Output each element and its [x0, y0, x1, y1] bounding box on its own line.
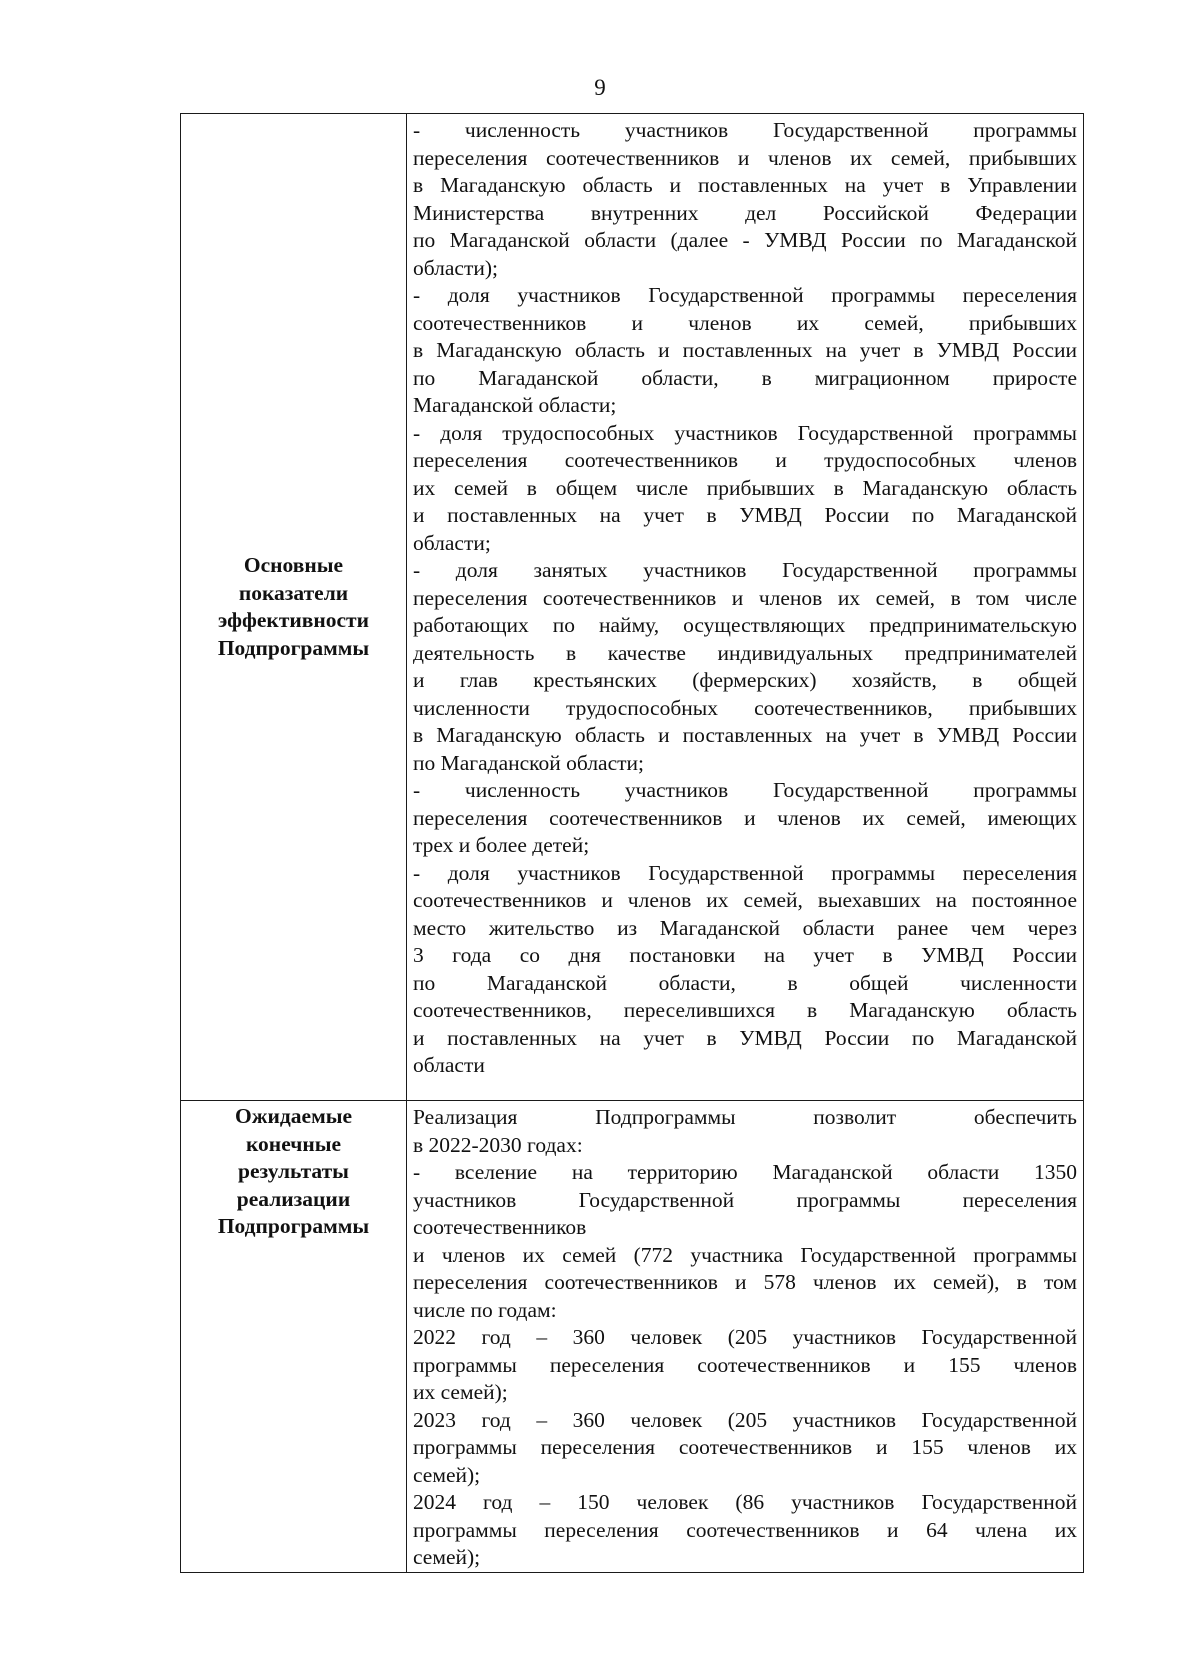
label-line: конечные [245, 1131, 342, 1156]
text-line: области; [413, 530, 491, 555]
text-line: трех и более детей; [413, 833, 590, 857]
label-line: Основные [243, 553, 344, 577]
text-line: 2023 год – 360 человек (205 участников Государственной [413, 1407, 1077, 1432]
text-line: и глав крестьянских (фермерских) хозяйств, в общей [413, 668, 1077, 692]
text-line: программы переселения соотечественников и 155 членов их [413, 1435, 1077, 1459]
text-line: соотечественников и членов их семей, прибывших [413, 310, 1077, 335]
text-line: - численность участников Государственной программы [413, 118, 1077, 142]
text-line: в Магаданскую область и поставленных на учет в УМВД России [413, 338, 1077, 362]
text-line: области [413, 1053, 485, 1077]
text-line: участников Государственной программы переселения [413, 1187, 1077, 1212]
text-line: 2024 год – 150 человек (86 участников Государственной [413, 1490, 1077, 1514]
label-line: Подпрограммы [217, 635, 370, 660]
text-line: и поставленных на учет в УМВД России по Магаданской [413, 503, 1077, 527]
label-line: Подпрограммы [217, 1214, 370, 1238]
passport-table [180, 113, 1084, 1573]
text-line: работающих по найму, осуществляющих предпринимательскую [413, 613, 1077, 637]
text-line: семей); [413, 1545, 481, 1569]
row-label-indicators [181, 114, 407, 1101]
text-line: соотечественников [413, 1215, 587, 1239]
text-line: в Магаданскую область и поставленных на учет в УМВД России [413, 723, 1077, 747]
text-line: переселения соотечественников и членов их семей, имеющих [413, 805, 1077, 830]
text-line: по Магаданской области, в общей численности [413, 970, 1077, 995]
text-line: их семей); [413, 1380, 508, 1404]
text-line: Реализация Подпрограммы позволит обеспечить [413, 1105, 1077, 1129]
text-line: - доля трудоспособных участников Государственной программы [413, 420, 1077, 445]
row-label-expected-results [181, 1101, 407, 1573]
text-line: Магаданской области; [413, 393, 617, 417]
label-line: показатели [238, 580, 349, 605]
text-line: по Магаданской области (далее - УМВД России по Магаданской [413, 228, 1077, 252]
label-line: результаты [238, 1159, 349, 1183]
text-line: и членов их семей (772 участника Государственной программы [413, 1242, 1077, 1267]
text-line: переселения соотечественников и 578 членов их семей), в том [413, 1270, 1077, 1294]
text-line: программы переселения соотечественников и 64 члена их [413, 1517, 1077, 1542]
text-line: по Магаданской области, в миграционном приросте [413, 365, 1077, 390]
table-row-expected-results [181, 1101, 1084, 1573]
row-content-expected-results [407, 1101, 1084, 1573]
text-line: переселения соотечественников и членов их семей, в том числе [413, 585, 1077, 610]
text-line: в Магаданскую область и поставленных на учет в Управлении [413, 173, 1077, 197]
text-line: численности трудоспособных соотечественников, прибывших [413, 695, 1077, 720]
text-line: - доля участников Государственной программы переселения [413, 860, 1077, 885]
text-line: соотечественников, переселившихся в Магаданскую область [413, 998, 1077, 1022]
text-line: числе по годам: [413, 1297, 557, 1322]
text-line: их семей в общем числе прибывших в Магаданскую область [413, 475, 1077, 500]
text-line: - доля занятых участников Государственной программы [413, 558, 1077, 582]
text-line: области); [413, 255, 499, 280]
table-row-indicators [181, 114, 1084, 1101]
text-line: переселения соотечественников и членов их семей, прибывших [413, 145, 1077, 170]
text-line: и поставленных на учет в УМВД России по Магаданской [413, 1025, 1077, 1050]
text-line: место жительство из Магаданской области ранее чем через [413, 915, 1077, 940]
text-line: соотечественников и членов их семей, выехавших на постоянное [413, 888, 1077, 912]
text-line: 3 года со дня постановки на учет в УМВД России [413, 943, 1077, 967]
text-line: Министерства внутренних дел Российской Федерации [413, 200, 1077, 225]
page-number: 9 [594, 75, 606, 100]
text-line: деятельность в качестве индивидуальных предпринимателей [413, 640, 1077, 665]
text-line: - вселение на территорию Магаданской области 1350 [413, 1160, 1077, 1184]
text-line: в 2022-2030 годах: [413, 1132, 583, 1157]
text-line: по Магаданской области; [413, 750, 645, 775]
text-line: семей); [413, 1462, 481, 1487]
label-line: реализации [236, 1186, 351, 1211]
label-line: эффективности [217, 608, 370, 632]
text-line: - численность участников Государственной программы [413, 778, 1077, 802]
row-content-indicators [407, 114, 1084, 1101]
text-line: программы переселения соотечественников и 155 членов [413, 1352, 1077, 1377]
text-line: - доля участников Государственной программы переселения [413, 283, 1077, 307]
label-line: Ожидаемые [234, 1104, 353, 1128]
text-line: переселения соотечественников и трудоспособных членов [413, 448, 1077, 472]
text-line: 2022 год – 360 человек (205 участников Государственной [413, 1325, 1077, 1349]
